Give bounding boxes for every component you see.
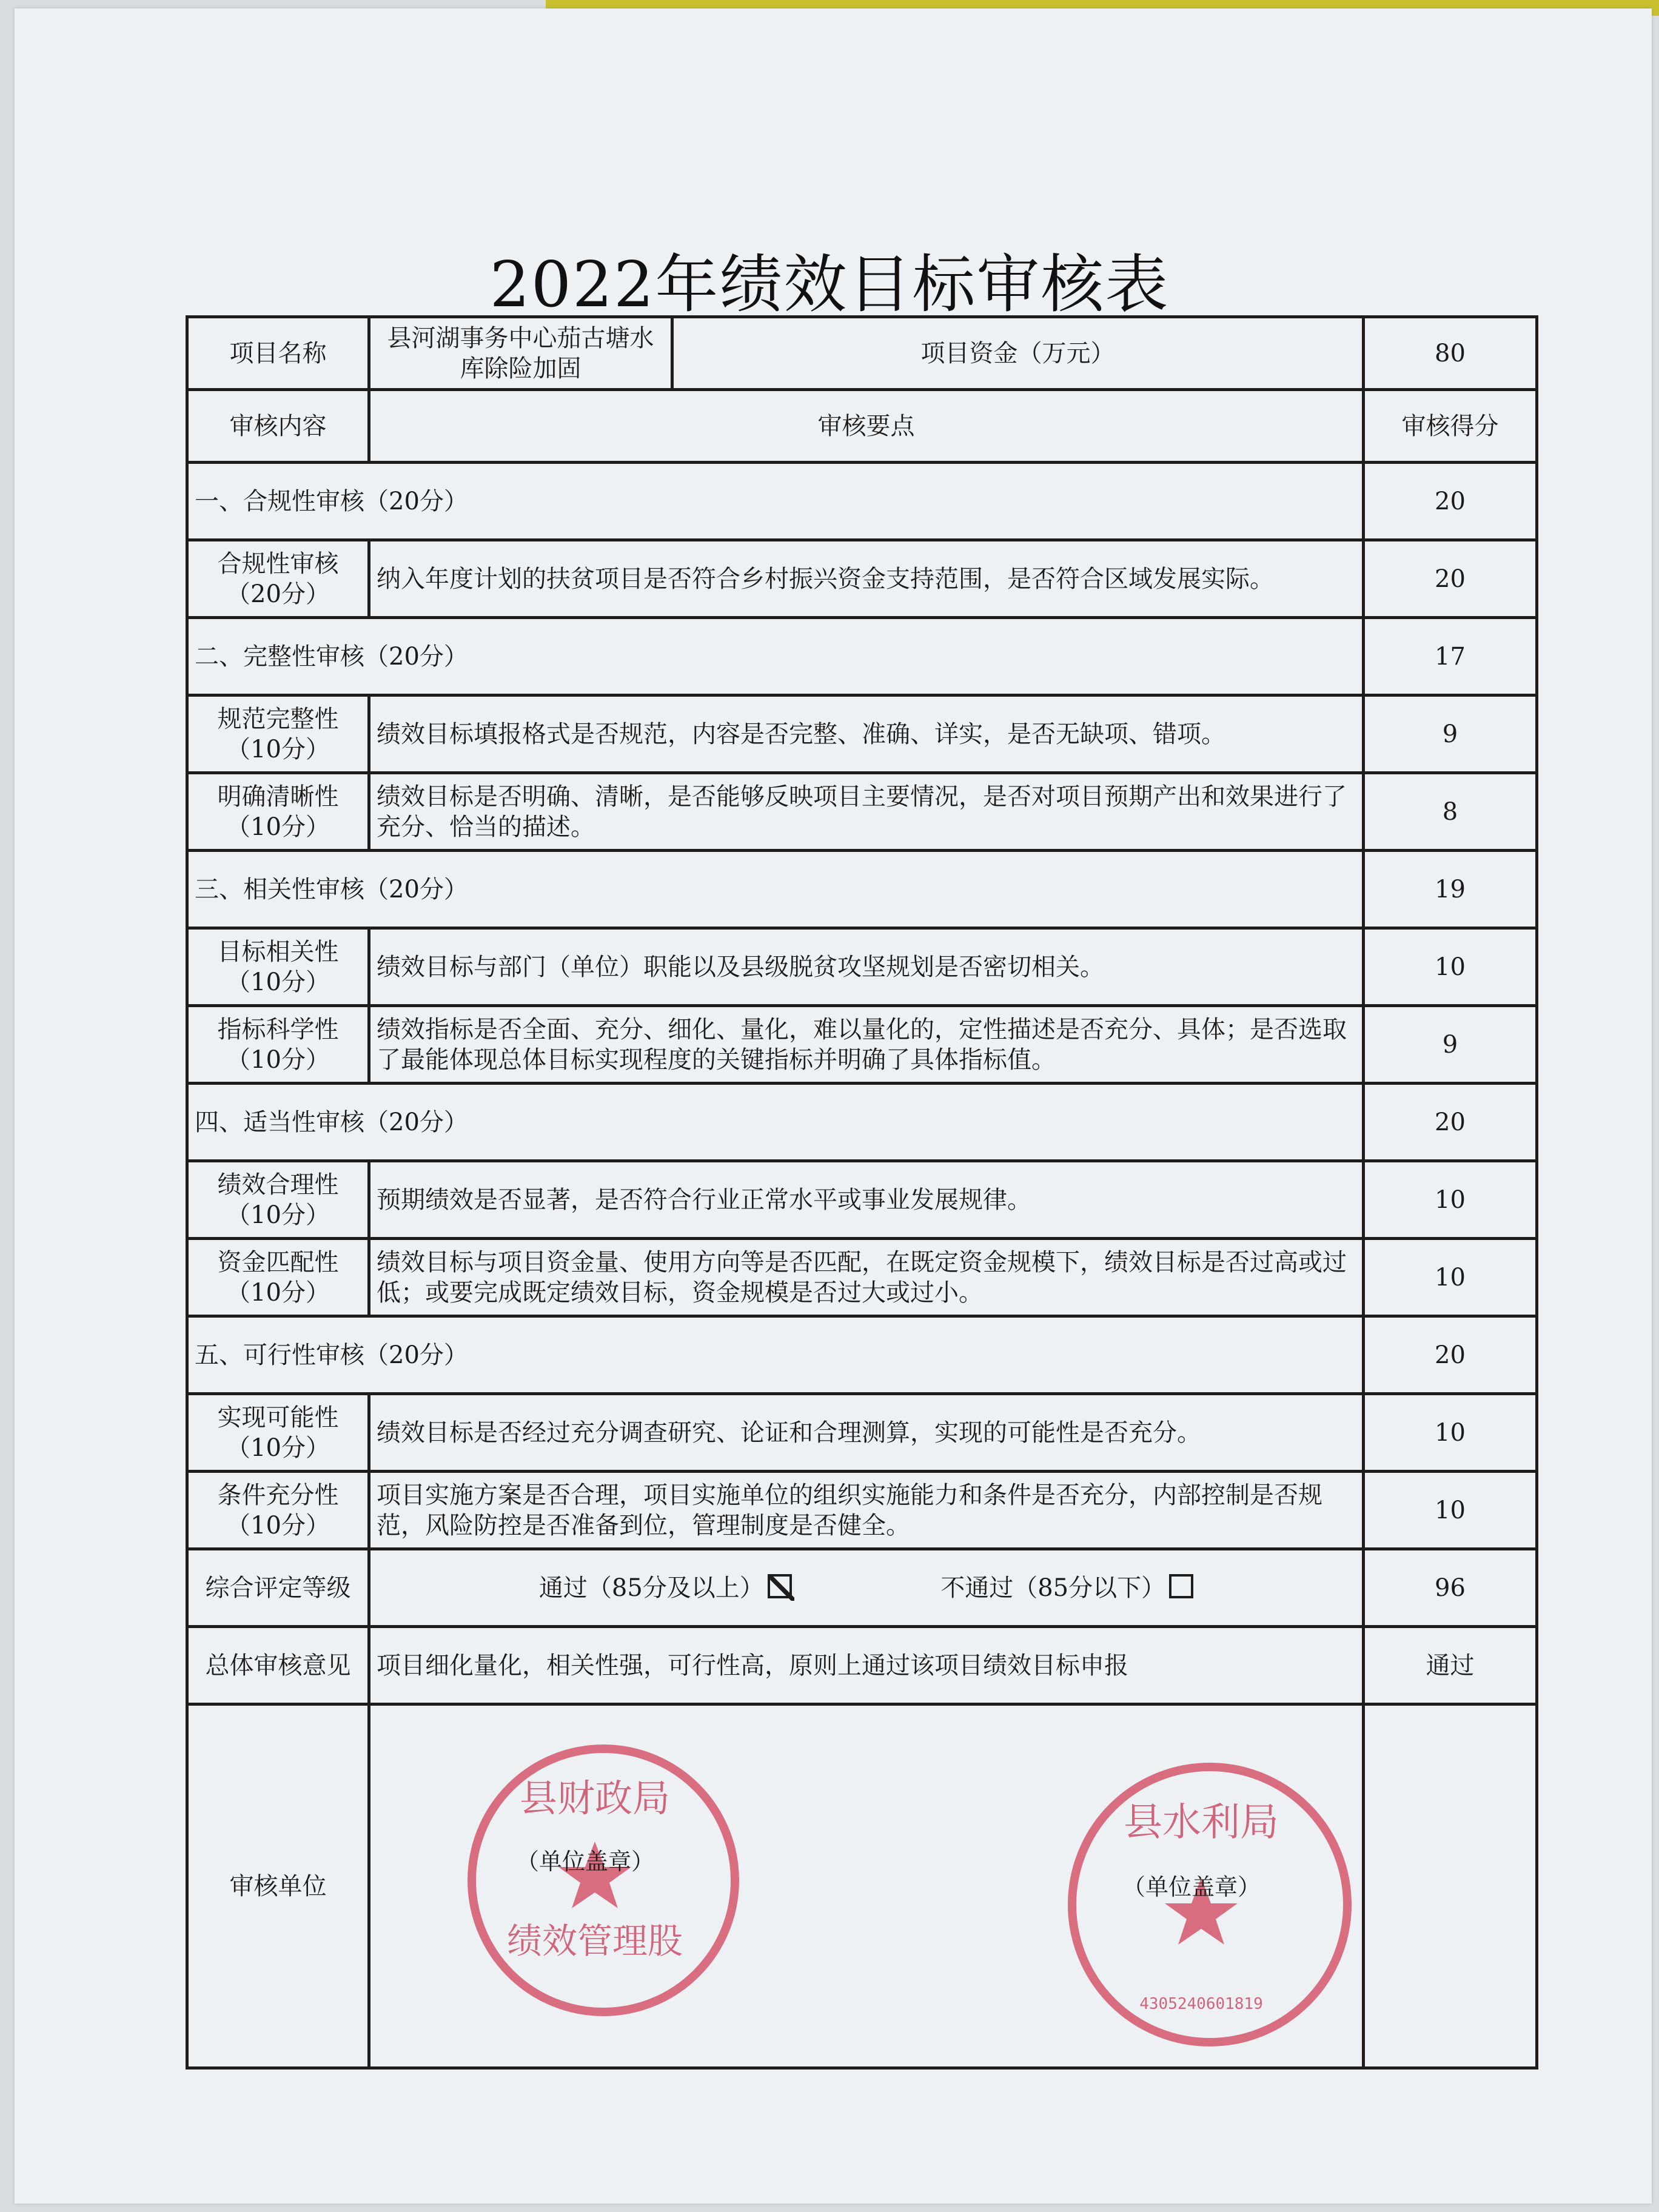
opinion-label: 总体审核意见 [187,1627,369,1704]
opinion-result: 通过 [1364,1627,1537,1704]
water-seal [1068,1763,1352,2046]
rating-label: 综合评定等级 [187,1549,369,1627]
rating-options [369,1549,1364,1627]
item-text: 绩效目标是否明确、清晰，是否能够反映项目主要情况，是否对项目预期产出和效果进行了充分、恰当的描述。 [369,773,1364,851]
units-row [187,1704,1537,2068]
item-text: 预期绩效是否显著，是否符合行业正常水平或事业发展规律。 [369,1161,1364,1239]
item-text: 绩效指标是否全面、充分、细化、量化，难以量化的，定性描述是否充分、具体；是否选取了最能体现总体目标实现程度的关键指标并明确了具体指标值。 [369,1006,1364,1084]
finance-seal [468,1744,739,2016]
section-score: 20 [1364,1084,1537,1161]
seal-code: 4305240601819 [1139,1995,1263,2013]
section-title: 二、完整性审核（20分） [187,618,1364,695]
item-label: 实现可能性（10分） [187,1394,369,1472]
item-score: 9 [1364,695,1537,773]
opinion-text: 项目细化量化，相关性强，可行性高，原则上通过该项目绩效目标申报 [369,1627,1364,1704]
item-label: 条件充分性（10分） [187,1472,369,1549]
section-title: 四、适当性审核（20分） [187,1084,1364,1161]
item-text: 纳入年度计划的扶贫项目是否符合乡村振兴资金支持范围，是否符合区域发展实际。 [369,540,1364,618]
stamp-note-2: （单位盖章） [1122,1874,1261,1900]
column-header-row [187,390,1537,463]
item-label: 合规性审核（20分） [187,540,369,618]
section-row [187,1316,1537,1394]
item-label: 指标科学性（10分） [187,1006,369,1084]
pass-checkbox[interactable] [768,1574,792,1598]
section-row [187,463,1537,540]
item-row [187,1394,1537,1472]
opinion-row [187,1627,1537,1704]
item-score: 10 [1364,1239,1537,1316]
item-row [187,540,1537,618]
section-score: 17 [1364,618,1537,695]
item-score: 8 [1364,773,1537,851]
item-label: 明确清晰性（10分） [187,773,369,851]
item-label: 规范完整性（10分） [187,695,369,773]
item-row [187,1161,1537,1239]
total-score: 96 [1364,1549,1537,1627]
review-form-table [186,315,1538,2070]
project-row [187,317,1537,390]
seal-main-text: 县财政局 [519,1776,671,1820]
item-row [187,695,1537,773]
item-score: 9 [1364,1006,1537,1084]
section-title: 一、合规性审核（20分） [187,463,1364,540]
item-row [187,773,1537,851]
item-row [187,1239,1537,1316]
funds-label: 项目资金（万元） [672,317,1364,390]
item-text: 绩效目标填报格式是否规范，内容是否完整、准确、详实，是否无缺项、错项。 [369,695,1364,773]
section-row [187,851,1537,928]
rating-row [187,1549,1537,1627]
fail-option-label: 不通过（85分以下） [940,1574,1166,1602]
item-text: 绩效目标与项目资金量、使用方向等是否匹配，在既定资金规模下，绩效目标是否过高或过低；或要完成既定绩效目标，资金规模是否过大或过小。 [369,1239,1364,1316]
finance-seal-graphic [476,1753,731,2008]
section-row [187,1084,1537,1161]
item-score: 20 [1364,540,1537,618]
section-score: 20 [1364,463,1537,540]
seal-main-text: 县水利局 [1124,1800,1279,1845]
pass-option-label: 通过（85分及以上） [538,1574,764,1602]
item-label: 资金匹配性（10分） [187,1239,369,1316]
water-seal-graphic [1076,1771,1343,2038]
score-label: 审核得分 [1364,390,1537,463]
section-score: 20 [1364,1316,1537,1394]
seal-sub-text: 绩效管理股 [506,1920,683,1962]
item-score: 10 [1364,928,1537,1006]
units-label: 审核单位 [187,1704,369,2068]
item-score: 10 [1364,1472,1537,1549]
item-score: 10 [1364,1394,1537,1472]
item-text: 绩效目标与部门（单位）职能以及县级脱贫攻坚规划是否密切相关。 [369,928,1364,1006]
points-label: 审核要点 [369,390,1364,463]
item-text: 绩效目标是否经过充分调查研究、论证和合理测算，实现的可能性是否充分。 [369,1394,1364,1472]
section-row [187,618,1537,695]
item-label: 绩效合理性（10分） [187,1161,369,1239]
project-name-value: 县河湖事务中心茄古塘水库除险加固 [369,317,672,390]
item-row [187,928,1537,1006]
section-title: 三、相关性审核（20分） [187,851,1364,928]
page-title: 2022年绩效目标审核表 [489,247,1170,321]
seal-area [369,1704,1364,2068]
funds-value: 80 [1364,317,1537,390]
item-text: 项目实施方案是否合理，项目实施单位的组织实施能力和条件是否充分，内部控制是否规范，风险防控是否准备到位，管理制度是否健全。 [369,1472,1364,1549]
section-score: 19 [1364,851,1537,928]
item-row [187,1006,1537,1084]
item-score: 10 [1364,1161,1537,1239]
section-title: 五、可行性审核（20分） [187,1316,1364,1394]
project-name-label: 项目名称 [187,317,369,390]
item-row [187,1472,1537,1549]
content-label: 审核内容 [187,390,369,463]
fail-checkbox[interactable] [1169,1574,1193,1598]
item-label: 目标相关性（10分） [187,928,369,1006]
stamp-note-1: （单位盖章） [516,1848,655,1875]
units-score-cell [1364,1704,1537,2068]
